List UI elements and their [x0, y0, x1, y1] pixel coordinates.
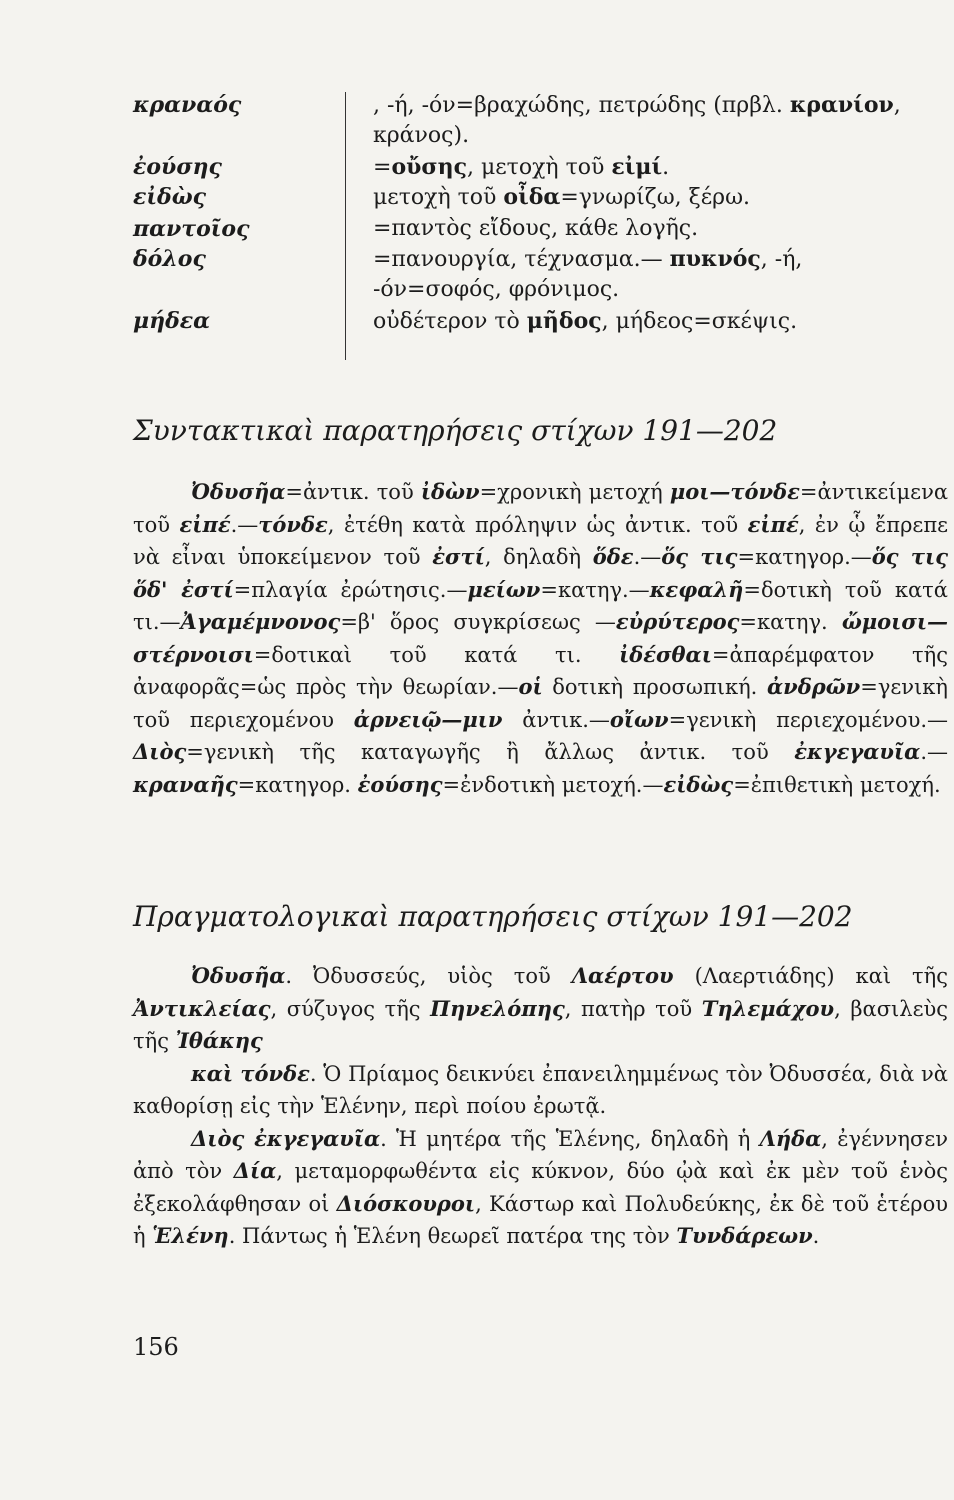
emphasized-term: μῆδος	[526, 308, 602, 334]
glossary-term: μήδεα	[133, 308, 211, 334]
glossary-term: παντοῖος	[133, 216, 250, 242]
emphasized-term: τόνδε	[258, 511, 328, 537]
emphasized-term: ὅς τις	[661, 544, 738, 569]
emphasized-term: ἰδὼν	[420, 479, 480, 504]
emphasized-term: μοι—τόνδε	[669, 479, 800, 504]
glossary-term: ἐούσης	[133, 154, 222, 180]
emphasized-term: ὅς τις ὅδ' ἐστί	[133, 544, 949, 602]
emphasized-term: Διόσκουροι	[336, 1190, 476, 1216]
realia-paragraph: Διὸς ἐκγεγαυῖα. Ἡ μητέρα τῆς Ἑλένης, δηλαδὴ ἡ Λήδα, ἐγέννησεν ἀπὸ τὸν Δία, μεταμορφωθέντα εἰς κύκνον, δύο ᾠὰ καὶ ἐκ μὲν τοῦ ἑνὸς ἐξεκολάφθησαν οἱ Διόσκουροι, Κάστωρ καὶ Πολυδεύκης, ἐκ δὲ τοῦ ἑτέρου ἡ Ἑλένη. Πάντως ἡ Ἑλένη θεωρεῖ πατέρα της τὸν Τυνδάρεων.	[133, 1125, 948, 1248]
emphasized-term: κεφαλῆ	[649, 576, 744, 602]
emphasized-term: ἀνδρῶν	[766, 674, 861, 699]
emphasized-term: Ἀντικλείας	[133, 995, 271, 1021]
emphasized-term: ὅδε	[592, 544, 634, 569]
syntax-heading: Συντακτικαὶ παρατηρήσεις στίχων 191—202	[133, 414, 778, 447]
emphasized-term: οἴων	[609, 706, 669, 732]
emphasized-term: Διὸς	[133, 739, 187, 764]
realia-paragraph: καὶ τόνδε. Ὁ Πρίαμος δεικνύει ἐπανειλημμένως τὸν Ὀδυσσέα, διὰ νὰ καθορίσῃ εἰς τὴν Ἑλένην, περὶ ποίου ἐρωτᾷ.	[133, 1060, 948, 1118]
emphasized-term: εἰδὼς	[663, 771, 734, 797]
glossary	[133, 90, 933, 336]
glossary-term: κραναός	[133, 92, 242, 118]
emphasized-term: μείων	[467, 576, 541, 602]
emphasized-term: ἐστί	[432, 544, 485, 569]
realia-heading: Πραγματολογικαὶ παρατηρήσεις στίχων 191—202	[133, 900, 853, 933]
glossary-row	[133, 214, 933, 244]
emphasized-term: Πηνελόπης	[430, 995, 565, 1021]
emphasized-term: κρανίον	[789, 92, 894, 118]
glossary-divider	[345, 92, 346, 360]
glossary-row	[133, 244, 933, 306]
emphasized-term: Ὀδυσῆα	[191, 963, 286, 988]
emphasized-term: Διὸς ἐκγεγαυῖα	[191, 1125, 381, 1151]
emphasized-term: ἰδέσθαι	[619, 641, 712, 667]
realia-paragraph: Ὀδυσῆα. Ὀδυσσεύς, υἱὸς τοῦ Λαέρτου (Λαερτιάδης) καὶ τῆς Ἀντικλείας, σύζυγος τῆς Πηνελόπης, πατὴρ τοῦ Τηλεμάχου, βασιλεὺς τῆς Ἰθάκης	[133, 963, 948, 1053]
emphasized-term: Ἑλένη	[152, 1223, 229, 1248]
emphasized-term: εἰπέ	[747, 511, 799, 537]
glossary-definition: =παντὸς εἴδους, κάθε λογῆς.	[373, 216, 699, 241]
glossary-definition: =οὔσης, μετοχὴ τοῦ εἰμί.	[373, 154, 670, 180]
emphasized-term: εὐρύτερος	[615, 609, 740, 634]
emphasized-term: ὤμοισι—στέρνοισι	[133, 609, 948, 667]
glossary-term: δόλος	[133, 246, 206, 272]
emphasized-term: Λήδα	[759, 1125, 822, 1151]
emphasized-term: ἐούσης	[357, 771, 443, 797]
emphasized-term: Τυνδάρεων	[676, 1223, 813, 1248]
glossary-definition: μετοχὴ τοῦ οἶδα=γνωρίζω, ξέρω.	[373, 184, 751, 210]
emphasized-term: πυκνός	[669, 246, 761, 272]
emphasized-term: ἐκγεγαυῖα	[794, 739, 921, 764]
emphasized-term: οἱ	[518, 674, 543, 699]
emphasized-term: Ἰθάκης	[175, 1028, 263, 1053]
glossary-row	[133, 182, 933, 214]
realia-notes	[133, 960, 948, 1253]
emphasized-term: Δία	[233, 1158, 277, 1183]
emphasized-term: Ὀδυσῆα	[191, 479, 286, 504]
glossary-row	[133, 90, 933, 152]
glossary-definition: , -ή, -όν=βραχώδης, πετρώδης (πρβλ. κρανίον, κράνος).	[373, 92, 901, 148]
emphasized-term: εἰπέ	[179, 511, 231, 537]
emphasized-term: οὔσης	[391, 154, 467, 180]
glossary-row	[133, 152, 933, 182]
glossary-definition: =πανουργία, τέχνασμα.— πυκνός, -ή, -όν=σοφός, φρόνιμος.	[373, 246, 803, 302]
emphasized-term: Λαέρτου	[571, 963, 674, 988]
glossary-definition: οὐδέτερον τὸ μῆδος, μήδεος=σκέψις.	[373, 308, 798, 334]
emphasized-term: οἶδα	[503, 184, 561, 210]
emphasized-term: εἰμί	[611, 154, 663, 180]
emphasized-term: Ἀγαμέμνονος	[180, 609, 341, 634]
glossary-row	[133, 306, 933, 336]
page-number: 156	[133, 1333, 179, 1361]
syntax-notes	[133, 476, 948, 801]
glossary-term: εἰδὼς	[133, 184, 207, 210]
syntax-paragraph: Ὀδυσῆα=ἀντικ. τοῦ ἰδὼν=χρονικὴ μετοχή μοι—τόνδε=ἀντικείμενα τοῦ εἰπέ.—τόνδε, ἐτέθη κατὰ πρόληψιν ὡς ἀντικ. τοῦ εἰπέ, ἐν ᾧ ἔπρεπε νὰ εἶναι ὑποκείμενον τοῦ ἐστί, δηλαδὴ ὅδε.—ὅς τις=κατηγορ.—ὅς τις ὅδ' ἐστί=πλαγία ἐρώτησις.—μείων=κατηγ.—κεφαλῆ=δοτικὴ τοῦ κατά τι.—Ἀγαμέμνονος=β' ὅρος συγκρίσεως —εὐρύτερος=κατηγ. ὤμοισι—στέρνοισι=δοτικαὶ τοῦ κατά τι. ἰδέσθαι=ἀπαρέμφατον τῆς ἀναφορᾶς=ὡς πρὸς τὴν θεωρίαν.—οἱ δοτικὴ προσωπική. ἀνδρῶν=γενικὴ τοῦ περιεχομένου ἀρνειῷ—μιν ἀντικ.—οἴων=γενικὴ περιεχομένου.—Διὸς=γενικὴ τῆς καταγωγῆς ἢ ἄλλως ἀντικ. τοῦ ἐκγεγαυῖα.—κραναῆς=κατηγορ. ἐούσης=ἐνδοτικὴ μετοχή.—εἰδὼς=ἐπιθετικὴ μετοχή.	[133, 479, 949, 797]
emphasized-term: κραναῆς	[133, 771, 238, 797]
emphasized-term: ἀρνειῷ—μιν	[353, 706, 503, 732]
emphasized-term: καὶ τόνδε	[191, 1060, 310, 1086]
emphasized-term: Τηλεμάχου	[701, 995, 835, 1021]
